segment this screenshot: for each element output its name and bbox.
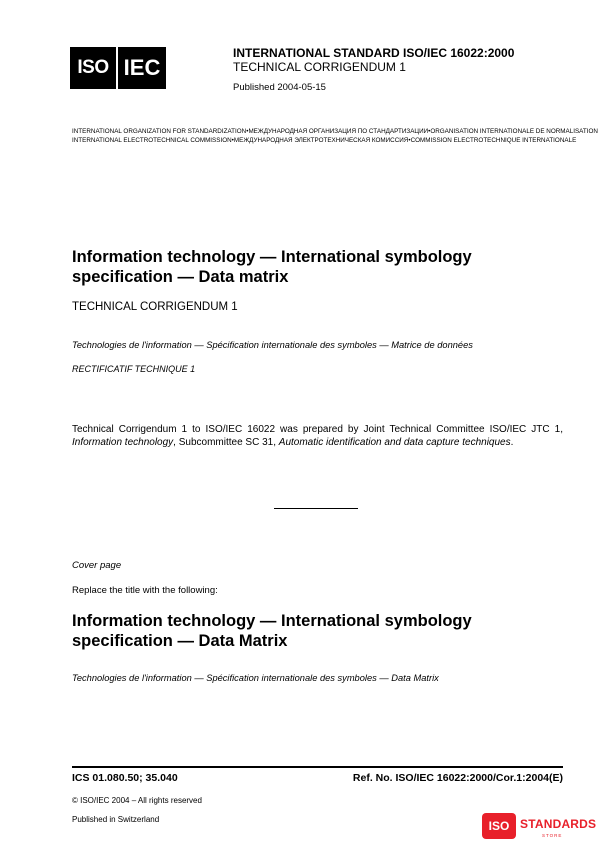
iso-logo-text: ISO (70, 47, 116, 89)
published-date: Published 2004-05-15 (233, 82, 326, 93)
replace-instruction: Replace the title with the following: (72, 585, 218, 596)
org-iso-fr: ORGANISATION INTERNATIONALE DE NORMALISATION (430, 128, 598, 135)
iso-iec-logo (70, 47, 166, 89)
org-iso-en: INTERNATIONAL ORGANIZATION FOR STANDARDIZATION (72, 128, 247, 135)
para-text-a: Technical Corrigendum 1 to ISO/IEC 16022 was prepared by Joint Technical Committee ISO/IEC JTC 1, (72, 424, 563, 435)
ics-code: ICS 01.080.50; 35.040 (72, 772, 178, 784)
watermark-standards: STANDARDS (520, 817, 597, 831)
foreword-paragraph (72, 423, 563, 449)
french-corrigendum-label: RECTIFICATIF TECHNIQUE 1 (72, 364, 196, 374)
footer-rule (72, 766, 563, 768)
document-title (72, 247, 552, 287)
bullet: • (231, 137, 234, 144)
organizations-row-2 (72, 137, 577, 144)
bullet: • (246, 128, 249, 135)
org-iec-ru: МЕЖДУНАРОДНАЯ ЭЛЕКТРОТЕХНИЧЕСКАЯ КОМИССИЯ (233, 137, 409, 144)
iso-standards-store-watermark (482, 811, 597, 843)
para-text-c: , Subcommittee SC 31, (173, 437, 279, 448)
org-iec-fr: COMMISSION ELECTROTECHNIQUE INTERNATIONALE (410, 137, 577, 144)
iec-logo-text: IEC (118, 47, 166, 89)
copyright-notice: © ISO/IEC 2004 – All rights reserved (72, 796, 202, 805)
french-title: Technologies de l'information — Spécification internationale des symboles — Matrice de données (72, 340, 473, 350)
para-italic-it: Information technology (72, 437, 174, 448)
title-line-2: specification — Data matrix (72, 268, 289, 286)
title-line-1: Information technology — International symbology (72, 248, 472, 266)
org-iec-en: INTERNATIONAL ELECTROTECHNICAL COMMISSION (72, 137, 232, 144)
replacement-title-line-1: Information technology — International symbology (72, 612, 472, 630)
cover-page-label: Cover page (72, 560, 122, 571)
technical-corrigendum-label: TECHNICAL CORRIGENDUM 1 (72, 301, 238, 313)
standard-number: INTERNATIONAL STANDARD ISO/IEC 16022:2000 (233, 46, 515, 60)
para-text-e: . (510, 437, 514, 448)
replacement-title-line-2: specification — Data Matrix (72, 632, 288, 650)
published-in: Published in Switzerland (72, 815, 160, 824)
watermark-iso: ISO (482, 813, 516, 839)
replacement-french-title: Technologies de l'information — Spécification internationale des symboles — Data Matrix (72, 673, 439, 683)
reference-number: Ref. No. ISO/IEC 16022:2000/Cor.1:2004(E) (352, 772, 563, 784)
bullet: • (428, 128, 431, 135)
org-iso-ru: МЕЖДУНАРОДНАЯ ОРГАНИЗАЦИЯ ПО СТАНДАРТИЗАЦИИ (248, 128, 429, 135)
replacement-title (72, 611, 552, 651)
organizations-row-1 (72, 128, 598, 135)
watermark-store: STORE (542, 833, 563, 838)
para-italic-aidc: Automatic identification and data capture techniques (278, 437, 511, 448)
bullet: • (408, 137, 411, 144)
corrigendum-heading: TECHNICAL CORRIGENDUM 1 (233, 60, 406, 74)
separator-line (274, 508, 358, 509)
